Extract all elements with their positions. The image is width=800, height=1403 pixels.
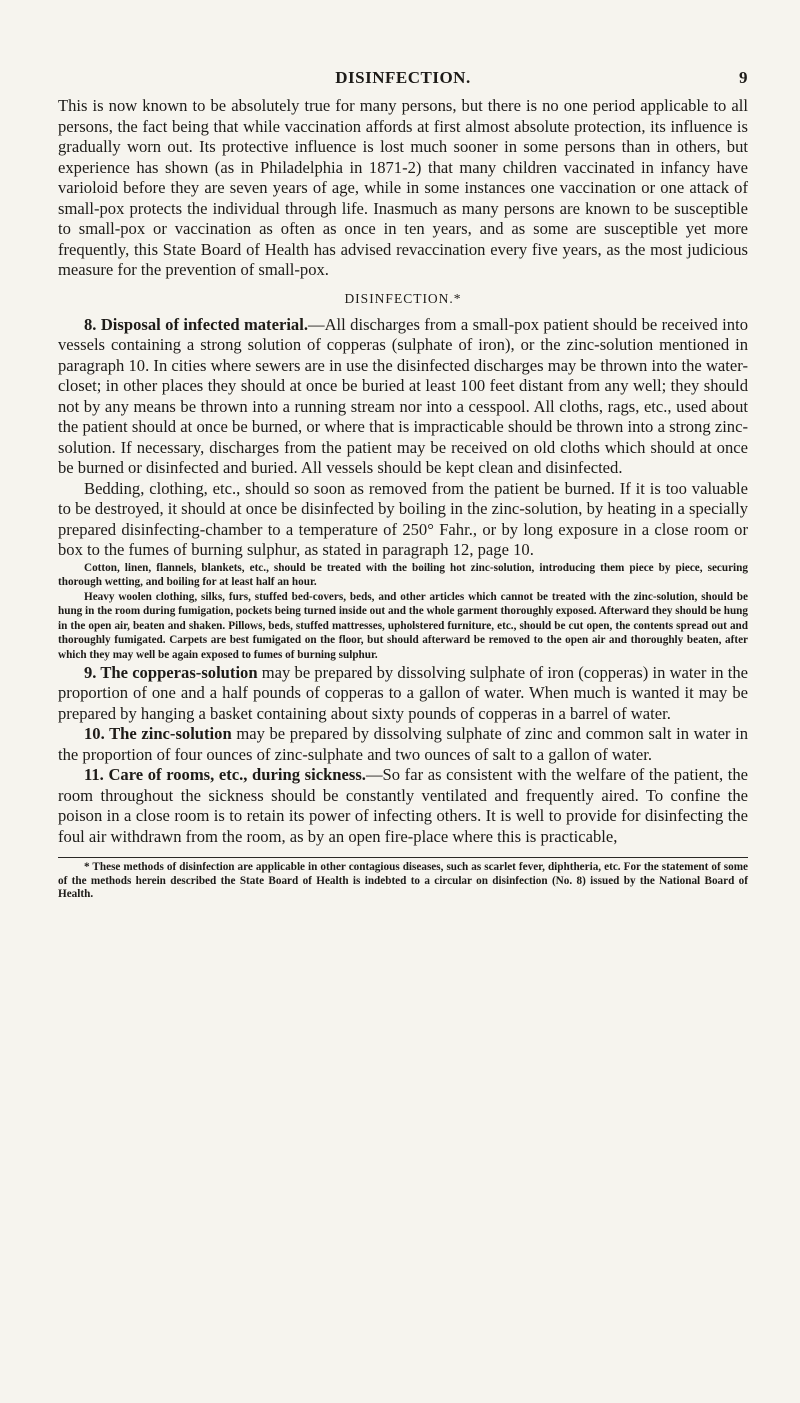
paragraph-9-heading: 9. The copperas-solution [84, 662, 258, 682]
bedding-paragraph: Bedding, clothing, etc., should so soon as removed from the patient be burned. If it is too valuable to be destroyed, it should at once be disinfected by boiling in the zinc-solution, by heating in a specially prepared disinfecting-chamber to a temperature of 250° Fahr., or by long exposure in a close room or box to the fumes of burning sulphur, as stated in paragraph 12, page 10. [58, 478, 748, 559]
intro-paragraph: This is now known to be absolutely true for many persons, but there is no one period applicable to all persons, the fact being that while vaccination affords at first almost absolute protection, its influence is gradually worn out. Its protective influence is lost much sooner in some persons than in others, but experience has shown (as in Philadelphia in 1871-2) that many children vaccinated in infancy have varioloid before they are seven years of age, while in some instances one vaccination or one attack of small-pox protects the individual through life. Inasmuch as many persons are known to be susceptible to small-pox or vaccination as often as once in ten years, and as some are susceptible yet more frequently, this State Board of Health has advised revaccination every five years, as the most judicious measure for the prevention of small-pox. [58, 96, 748, 279]
section-heading: DISINFECTION.* [344, 290, 462, 306]
paragraph-10 [58, 724, 748, 765]
footnote-rule [58, 857, 748, 858]
paragraph-11-heading: 11. Care of rooms, etc., during sickness. [84, 765, 366, 785]
footnote: * These methods of disinfection are applicable in other contagious diseases, such as scarlet fever, diphtheria, etc. For the statement of some of the methods herein described the State Board of Health is indebted to a circular on disinfection (No. 8) issued by the National Board of Health. [58, 861, 748, 901]
running-title: DISINFECTION. [335, 68, 471, 87]
paragraph-8-heading: 8. Disposal of infected material. [84, 314, 308, 334]
paragraph-8-text: —All discharges from a small-pox patient should be received into vessels containing a strong solution of copperas (sulphate of iron), or the zinc-solution mentioned in paragraph 10. In cities where sewers are in use the disinfected discharges may be thrown into the water-closet; in other places they should at once be buried at least 100 feet distant from any well; they should not by any means be thrown into a running stream nor into a cesspool. All cloths, rags, etc., used about the patient should at once be burned, or where that is impracticable should be thrown into a strong zinc-solution. If necessary, discharges from the patient may be received on old cloths which should at once be burned or disinfected and buried. All vessels should be kept clean and disinfected. [58, 314, 748, 477]
paragraph-10-heading: 10. The zinc-solution [84, 724, 232, 744]
running-head [58, 68, 748, 96]
paragraph-11 [58, 765, 748, 847]
paragraph-8 [58, 315, 748, 479]
book-page [0, 68, 800, 1403]
page-number: 9 [739, 68, 748, 87]
paragraph-9 [58, 663, 748, 725]
small-paragraph-woolen: Heavy woolen clothing, silks, furs, stuffed bed-covers, beds, and other articles which cannot be treated with the zinc-solution, should be hung in the room during fumigation, pockets being turned inside out and the whole garment thoroughly exposed. Afterward they should be hung in the open air, beaten and shaken. Pillows, beds, stuffed mattresses, upholstered furniture, etc., should be cut open, the contents spread out and thoroughly fumigated. Carpets are best fumigated on the floor, but should afterward be removed to the open air and thoroughly beaten, after which they may well be again exposed to fumes of burning sulphur. [58, 590, 748, 662]
small-paragraph-cotton: Cotton, linen, flannels, blankets, etc., should be treated with the boiling hot zinc-solution, introducing them piece by piece, securing thorough wetting, and boiling for at least half an hour. [58, 561, 748, 589]
paragraph-9-text: may be prepared by dissolving sulphate of iron (copperas) in water in the proportion of one and a half pounds of copperas to a gallon of water. When much is wanted it may be prepared by hanging a basket containing about sixty pounds of copperas in a barrel of water. [58, 662, 748, 723]
paragraph-10-text: may be prepared by dissolving sulphate of zinc and common salt in water in the proportion of four ounces of zinc-sulphate and two ounces of salt to a gallon of water. [58, 724, 748, 764]
paragraph-11-text: —So far as consistent with the welfare of the patient, the room throughout the sickness should be constantly ventilated and frequently aired. To confine the poison in a close room is to retain its power of infecting others. It is well to provide for disinfecting the foul air withdrawn from the room, as by an open fire-place where this is practicable, [58, 765, 748, 846]
